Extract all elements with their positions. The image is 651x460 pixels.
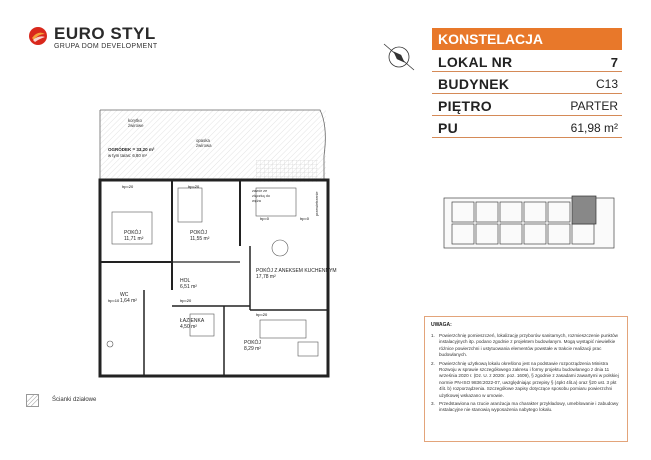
room-area: 8,29 m² bbox=[244, 346, 261, 352]
zawor-label: złączką do bbox=[252, 194, 270, 198]
zawor-label: węża bbox=[252, 199, 261, 203]
info-value: 61,98 m² bbox=[570, 121, 618, 135]
unit-info-panel bbox=[432, 28, 622, 138]
note-item: 3. Przedstawiona na rzucie aranżacja ma charakter przykładowy, umeblowanie i zabudowy instalacyjne nie stanowią wyposażenia nabytego lokalu. bbox=[431, 401, 619, 413]
room-name: POKÓJ bbox=[244, 340, 261, 346]
info-value: C13 bbox=[595, 77, 618, 91]
info-row-building bbox=[432, 72, 622, 94]
project-name: KONSTELACJA bbox=[432, 28, 622, 50]
room-area: 17,78 m² bbox=[256, 274, 276, 280]
height-label: hp=0 bbox=[300, 216, 310, 221]
height-label: hp=0 bbox=[260, 216, 270, 221]
room-name: WC bbox=[120, 292, 129, 298]
info-key: LOKAL NR bbox=[438, 54, 513, 70]
height-label: hp=20 bbox=[122, 184, 134, 189]
legend bbox=[26, 394, 146, 410]
brand-name: EURO STYL bbox=[54, 24, 156, 43]
ventilation-label: przewietrzenie bbox=[315, 191, 319, 216]
room-area: 4,50 m² bbox=[180, 324, 197, 330]
apartment-walls bbox=[100, 180, 328, 376]
opaska-label: opaska bbox=[196, 138, 210, 143]
room-name: POKÓJ Z ANEKSEM KUCHENNYM bbox=[256, 268, 337, 274]
room-name: POKÓJ bbox=[124, 230, 141, 236]
info-key: BUDYNEK bbox=[438, 76, 510, 92]
brand-mark-icon bbox=[28, 26, 48, 46]
note-item: 1. Powierzchnię pomieszczeń, lokalizację przyborów sanitarnych, rozmieszczenie punktów instalacyjnych itp. podano zgodnie z projektem budowlanym. Mogą wystąpić niewielkie różnice powierzchni i ustytuowania elementów powstałe w trakcie realizacji prac budowlanych. bbox=[431, 333, 618, 358]
partition-wall-swatch-icon bbox=[26, 394, 39, 407]
room-name: ŁAZIENKA bbox=[180, 318, 205, 324]
garden-area-label: OGRÓDEK = 33,20 m² bbox=[108, 147, 155, 152]
height-label: hp=20 bbox=[180, 298, 192, 303]
room-labels bbox=[120, 229, 337, 352]
note-text: Powierzchnię użytkową lokalu określono jest na podstawie rozporządzenia Ministra Rozwoju w sprawie szczegółowego zakresu i formy projektu budowlanego z dnia 11 września 2020 r. (Dz. U. z 2020r. poz. 1609), § zgodnie z zasadami zawartymi w polskiej normie PN-ISO 9836:2022-07, uwzględniając przepisy § (4pkt 4lit.a) oraz §20 ust. 3 pkt 4lit. b) rozporządzenia. Szczegółowe zapisy dotyczące sposobu pomiaru powierzchni użytkowej wskazano w umowie. bbox=[439, 360, 619, 398]
note-item: 2. Powierzchnię użytkową lokalu określono jest na podstawie rozporządzenia Ministra Rozwoju w sprawie szczegółowego zakresu i formy projektu budowlanego z dnia 11 września 2020 r. (Dz. U. z 2020r. poz. 1609), § zgodnie z zasadami zawartymi w polskiej normie PN-ISO 9836:2022-07, uwzględniając przepisy § (4pkt 4lit.a) oraz §20 ust. 3 pkt 4lit. b) rozporządzenia. Szczegółowe zapisy dotyczące sposobu pomiaru powierzchni użytkowej wskazano w umowie. bbox=[431, 360, 619, 398]
room-area: 1,64 m² bbox=[120, 298, 137, 304]
highlighted-unit bbox=[572, 196, 596, 224]
terrace-area-label: w tym taras: 6,80 m² bbox=[108, 153, 147, 158]
room-area: 11,55 m² bbox=[190, 236, 210, 242]
north-arrow-icon bbox=[380, 38, 418, 76]
brand-tagline: GRUPA DOM DEVELOPMENT bbox=[54, 43, 158, 50]
room-area: 11,71 m² bbox=[124, 236, 144, 242]
info-value: 7 bbox=[610, 55, 618, 70]
building-key-plan bbox=[442, 180, 622, 260]
height-label: hp=10 bbox=[108, 298, 120, 303]
opaska-label: żwirowa bbox=[196, 143, 212, 148]
legend-label: Ścianki działowe bbox=[52, 397, 97, 403]
floor-plan bbox=[80, 96, 340, 386]
room-name: POKÓJ bbox=[190, 230, 207, 236]
info-row-floor bbox=[432, 94, 622, 116]
korytko-label: korytko bbox=[128, 118, 142, 123]
note-text: Przedstawiona na rzucie aranżacja ma charakter przykładowy, umeblowanie i zabudowy instalacyjne nie stanowią wyposażenia nabytego lokalu. bbox=[439, 401, 619, 413]
brand-logo bbox=[28, 24, 168, 54]
room-area: 6,51 m² bbox=[180, 284, 197, 290]
note-text: Powierzchnię pomieszczeń, lokalizację przyborów sanitarnych, rozmieszczenie punktów instalacyjnych itp. podano zgodnie z projektem budowlanym. Mogą wystąpić niewielkie różnice powierzchni i ustytuowania elementów powstałe w trakcie realizacji prac budowlanych. bbox=[439, 333, 618, 358]
korytko-label: żwirowe bbox=[128, 123, 144, 128]
info-key: PIĘTRO bbox=[438, 98, 492, 114]
notes-box bbox=[424, 316, 628, 442]
info-value: PARTER bbox=[570, 99, 618, 113]
notes-title: UWAGA: bbox=[431, 322, 452, 328]
zawor-label: zawór ze bbox=[252, 189, 268, 193]
height-label: hp=20 bbox=[188, 184, 200, 189]
info-row-area bbox=[432, 116, 622, 138]
info-key: PU bbox=[438, 120, 459, 136]
room-name: HOL bbox=[180, 278, 191, 284]
height-label: hp=20 bbox=[256, 312, 268, 317]
info-row-unit bbox=[432, 50, 622, 72]
